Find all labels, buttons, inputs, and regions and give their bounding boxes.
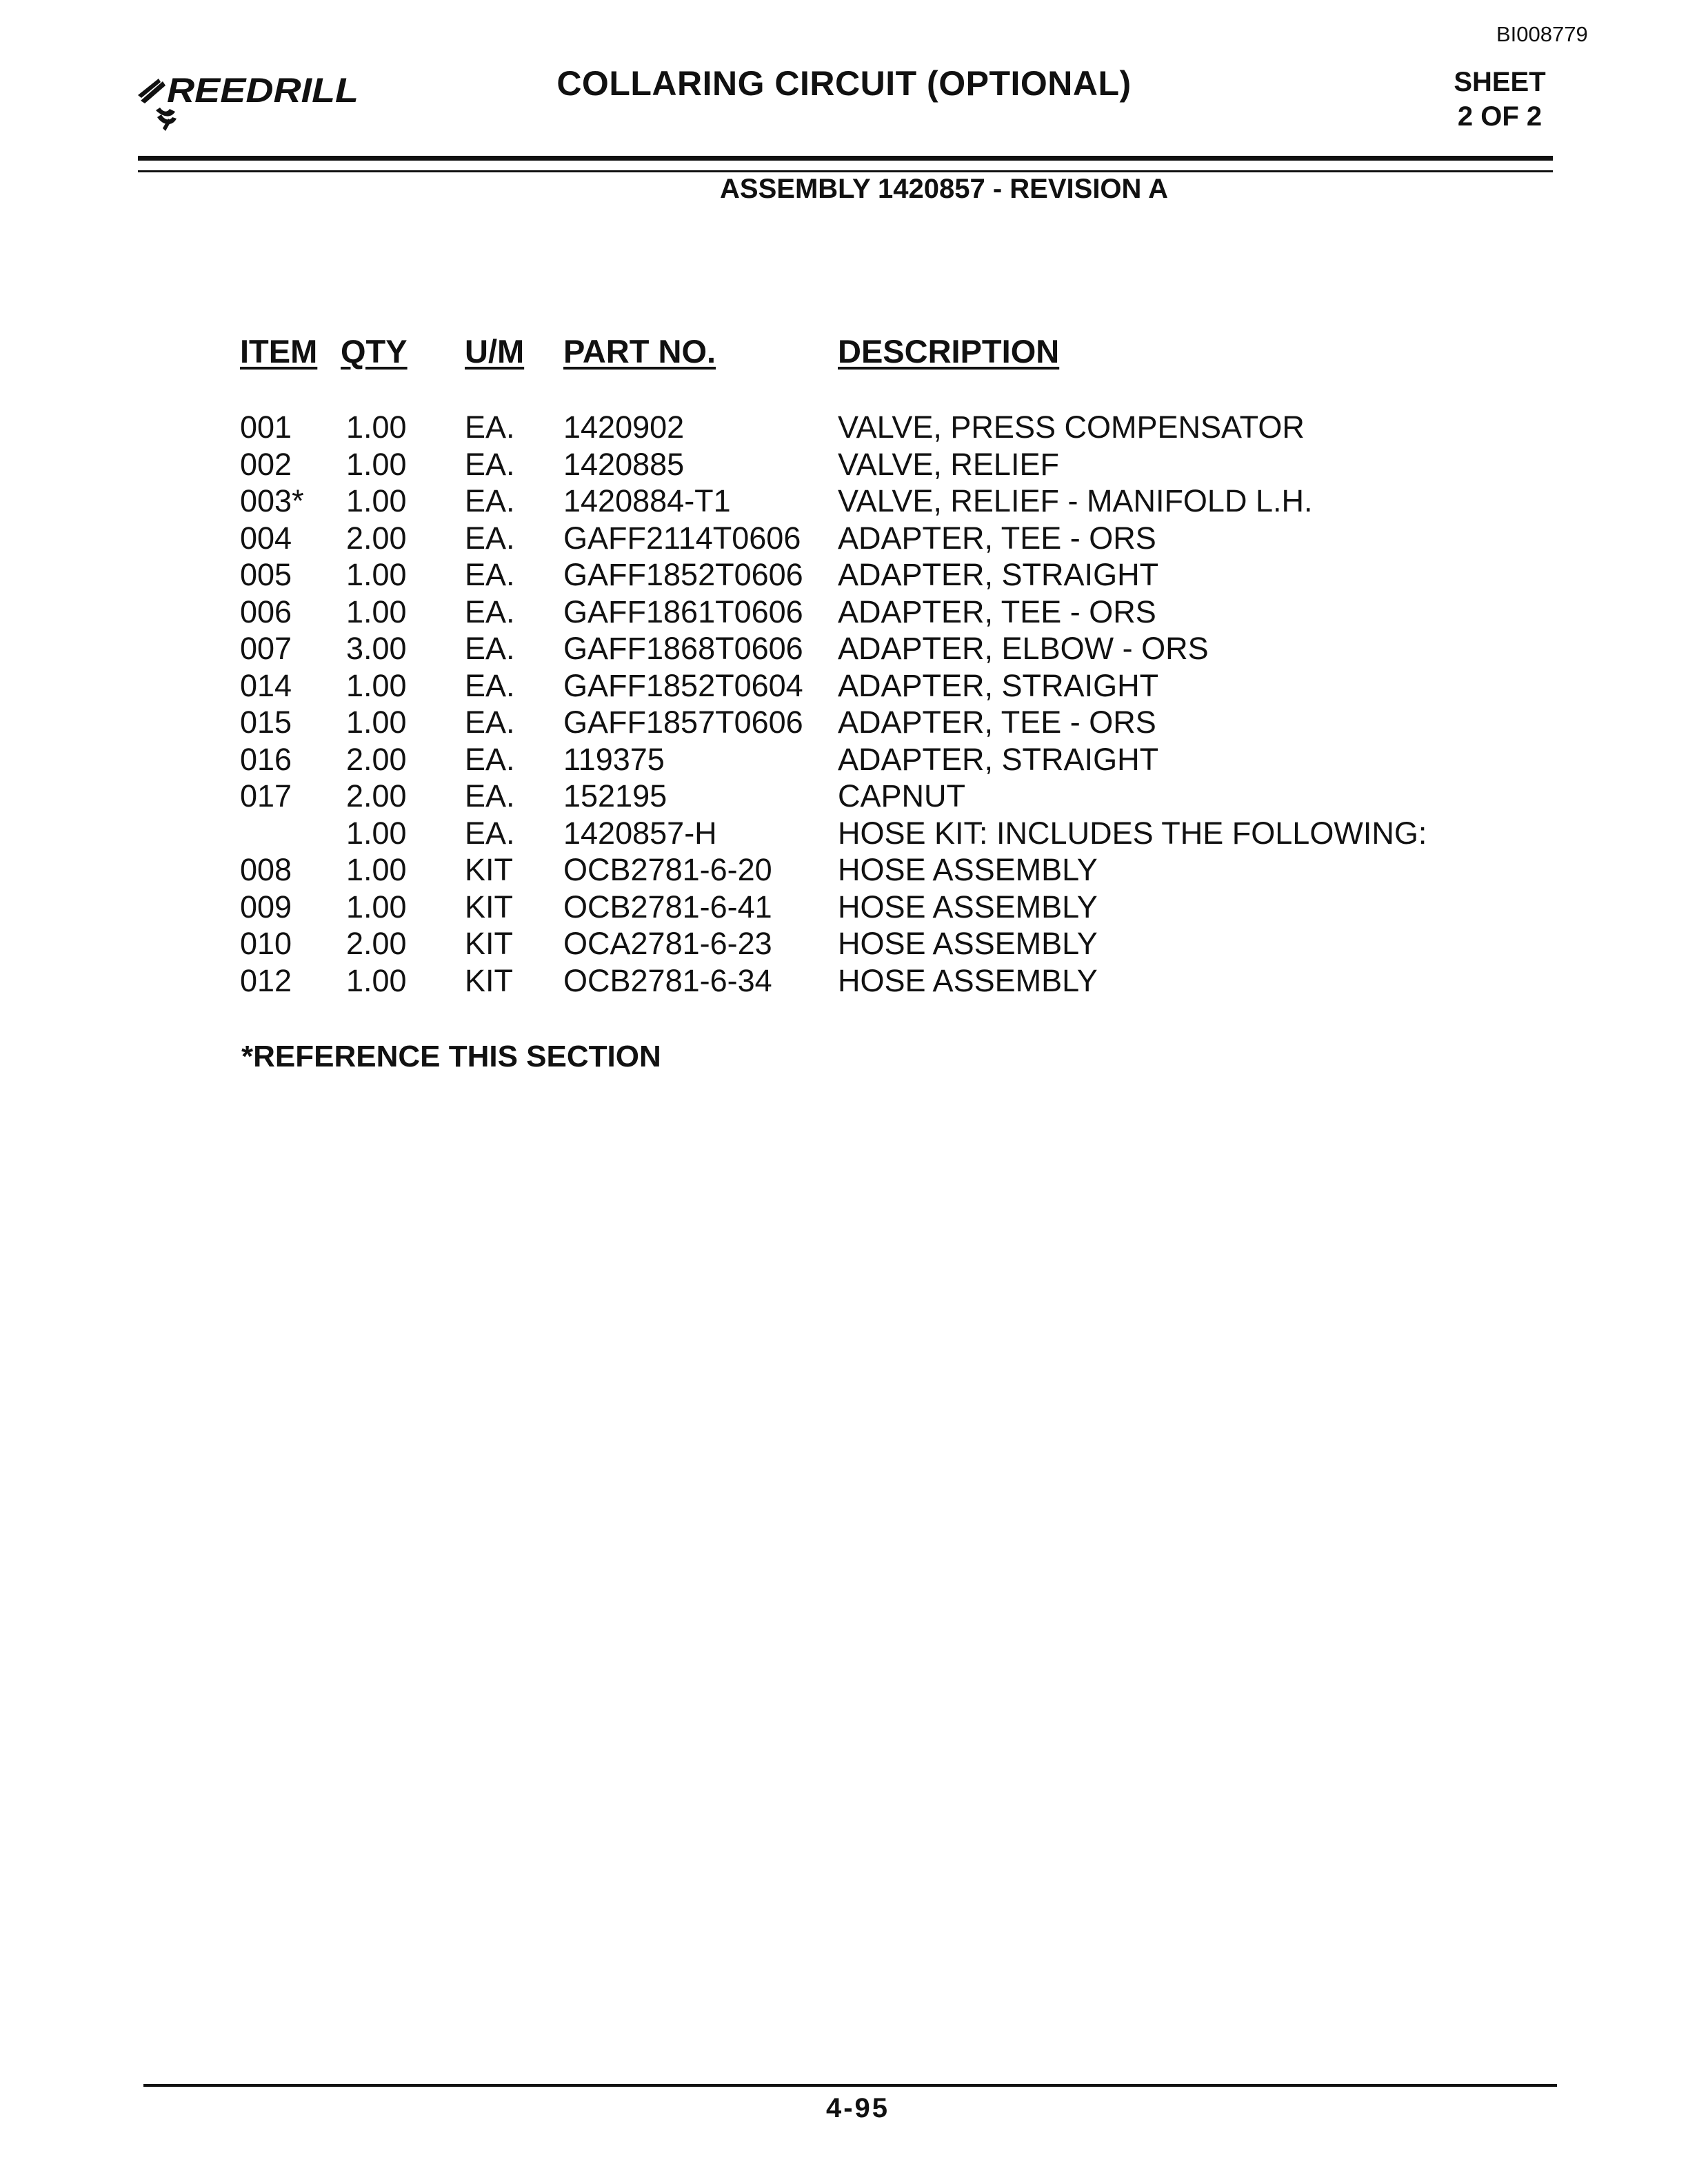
table-row: [0, 816, 1688, 853]
cell-description: ADAPTER, STRAIGHT: [838, 741, 1159, 777]
cell-um: EA.: [465, 667, 515, 703]
page-number: [0, 2093, 1688, 2124]
table-row: [0, 557, 1688, 594]
cell-um: KIT: [465, 889, 514, 924]
table-row: [0, 483, 1688, 520]
cell-part-no: OCA2781-6-23: [563, 926, 772, 961]
cell-item: 003*: [240, 483, 304, 518]
cell-item: 007: [240, 631, 292, 666]
cell-description: ADAPTER, TEE - ORS: [838, 520, 1156, 556]
cell-qty: 2.00: [346, 926, 407, 961]
cell-part-no: GAFF1868T0606: [563, 631, 803, 666]
cell-um: EA.: [465, 741, 515, 777]
cell-um: EA.: [465, 705, 515, 740]
table-row: [0, 410, 1688, 447]
cell-part-no: GAFF2114T0606: [563, 520, 801, 556]
cell-part-no: GAFF1861T0606: [563, 594, 803, 629]
cell-item: 016: [240, 741, 292, 777]
cell-qty: 1.00: [346, 889, 407, 924]
cell-item: 017: [240, 778, 292, 813]
cell-um: EA.: [465, 631, 515, 666]
cell-description: HOSE ASSEMBLY: [838, 926, 1098, 961]
cell-part-no: GAFF1852T0604: [563, 667, 803, 703]
cell-description: ADAPTER, STRAIGHT: [838, 667, 1159, 703]
cell-qty: 3.00: [346, 631, 407, 666]
cell-qty: 1.00: [346, 962, 407, 998]
cell-qty: 1.00: [346, 705, 407, 740]
cell-part-no: 1420857-H: [563, 815, 717, 851]
cell-um: KIT: [465, 926, 514, 961]
sheet-label: SHEET: [1454, 67, 1546, 97]
cell-item: 010: [240, 926, 292, 961]
cell-um: EA.: [465, 410, 515, 445]
cell-um: EA.: [465, 446, 515, 482]
table-row: [0, 447, 1688, 484]
cell-item: 001: [240, 410, 292, 445]
column-header-qty: QTY: [341, 333, 408, 370]
cell-qty: 1.00: [346, 594, 407, 629]
cell-um: EA.: [465, 594, 515, 629]
table-row: [0, 705, 1688, 742]
cell-description: HOSE ASSEMBLY: [838, 852, 1098, 887]
cell-qty: 1.00: [346, 483, 407, 518]
cell-qty: 1.00: [346, 852, 407, 887]
logo-wordmark: REEDRILL: [167, 71, 359, 110]
cell-um: KIT: [465, 962, 514, 998]
table-row: [0, 778, 1688, 816]
sheet-number: 2 OF 2: [1457, 101, 1543, 132]
assembly-text: ASSEMBLY 1420857 - REVISION A: [720, 174, 1168, 204]
table-row: [0, 668, 1688, 705]
cell-part-no: OCB2781-6-41: [563, 889, 772, 924]
cell-part-no: GAFF1852T0606: [563, 557, 803, 592]
column-header-part-no: PART NO.: [563, 333, 716, 370]
cell-part-no: 1420884-T1: [563, 483, 731, 518]
cell-part-no: 1420902: [563, 410, 685, 445]
cell-item: 015: [240, 705, 292, 740]
cell-item: 012: [240, 962, 292, 998]
footnote: *REFERENCE THIS SECTION: [241, 1040, 661, 1073]
cell-description: VALVE, PRESS COMPENSATOR: [838, 410, 1305, 445]
column-header-item: ITEM: [240, 333, 318, 370]
column-header-description: DESCRIPTION: [838, 333, 1060, 370]
cell-description: HOSE ASSEMBLY: [838, 889, 1098, 924]
cell-description: CAPNUT: [838, 778, 966, 813]
sheet-indicator: [1414, 65, 1586, 134]
cell-item: 014: [240, 667, 292, 703]
header-rule-thick: [138, 156, 1553, 161]
cell-part-no: 119375: [563, 741, 665, 777]
cell-qty: 1.00: [346, 557, 407, 592]
cell-part-no: GAFF1857T0606: [563, 705, 803, 740]
table-row: [0, 889, 1688, 927]
table-row: [0, 926, 1688, 963]
table-row: [0, 742, 1688, 779]
table-row: [0, 631, 1688, 668]
cell-qty: 1.00: [346, 667, 407, 703]
cell-qty: 2.00: [346, 741, 407, 777]
parts-table: [0, 410, 1688, 1000]
cell-item: 009: [240, 889, 292, 924]
cell-item: 002: [240, 446, 292, 482]
cell-um: EA.: [465, 815, 515, 851]
cell-qty: 1.00: [346, 446, 407, 482]
cell-description: ADAPTER, ELBOW - ORS: [838, 631, 1209, 666]
cell-qty: 2.00: [346, 520, 407, 556]
document-title-text: COLLARING CIRCUIT (OPTIONAL): [556, 64, 1132, 103]
table-row: [0, 594, 1688, 631]
cell-qty: 1.00: [346, 815, 407, 851]
cell-part-no: 1420885: [563, 446, 685, 482]
cell-qty: 2.00: [346, 778, 407, 813]
table-row: [0, 520, 1688, 558]
cell-item: 005: [240, 557, 292, 592]
cell-um: EA.: [465, 778, 515, 813]
cell-part-no: 152195: [563, 778, 667, 813]
cell-description: VALVE, RELIEF: [838, 446, 1059, 482]
page-number-text: 4-95: [825, 2093, 890, 2123]
cell-description: HOSE KIT: INCLUDES THE FOLLOWING:: [838, 815, 1427, 851]
cell-description: ADAPTER, STRAIGHT: [838, 557, 1159, 592]
table-row: [0, 963, 1688, 1000]
cell-um: EA.: [465, 557, 515, 592]
cell-um: KIT: [465, 852, 514, 887]
column-header-um: U/M: [465, 333, 525, 370]
table-row: [0, 852, 1688, 889]
cell-qty: 1.00: [346, 410, 407, 445]
document-id: BI008779: [1496, 22, 1588, 46]
cell-part-no: OCB2781-6-20: [563, 852, 772, 887]
cell-um: EA.: [465, 483, 515, 518]
cell-description: ADAPTER, TEE - ORS: [838, 594, 1156, 629]
cell-description: HOSE ASSEMBLY: [838, 962, 1098, 998]
cell-item: 008: [240, 852, 292, 887]
cell-part-no: OCB2781-6-34: [563, 962, 772, 998]
footer-rule: [143, 2084, 1557, 2087]
assembly-line: [0, 174, 1688, 205]
cell-item: 004: [240, 520, 292, 556]
cell-description: VALVE, RELIEF - MANIFOLD L.H.: [838, 483, 1313, 518]
cell-description: ADAPTER, TEE - ORS: [838, 705, 1156, 740]
cell-um: EA.: [465, 520, 515, 556]
header-rule-thin: [138, 170, 1553, 172]
cell-item: 006: [240, 594, 292, 629]
